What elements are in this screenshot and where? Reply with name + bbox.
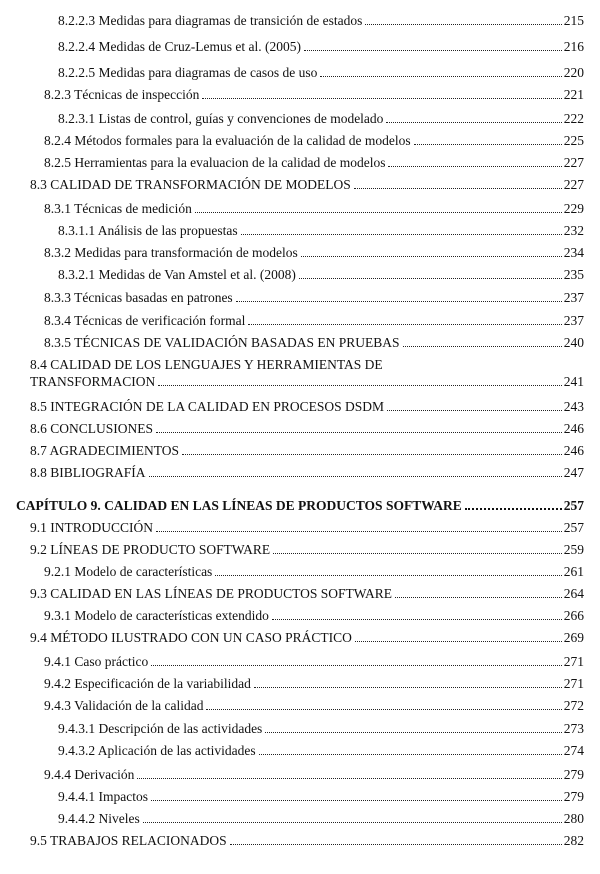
toc-entry	[30, 585, 584, 603]
dot-leader	[151, 800, 562, 801]
toc-entry	[30, 832, 584, 850]
toc-entry	[44, 607, 584, 625]
dot-leader	[273, 553, 562, 554]
dot-leader	[304, 50, 562, 51]
toc-entry-title: 9.4 MÉTODO ILUSTRADO CON UN CASO PRÁCTICO	[30, 630, 352, 645]
toc-entry-title: 9.5 TRABAJOS RELACIONADOS	[30, 833, 227, 848]
dot-leader	[151, 665, 562, 666]
dot-leader	[182, 454, 562, 455]
toc-entry-page: 279	[563, 789, 584, 804]
toc-entry	[30, 519, 584, 537]
toc-entry-title: 8.2.2.5 Medidas para diagramas de casos de uso	[58, 65, 318, 80]
toc-entry-wrapped	[30, 356, 584, 390]
toc-entry	[44, 312, 584, 330]
dot-leader	[156, 432, 562, 433]
dot-leader	[265, 732, 561, 733]
dot-leader	[259, 754, 562, 755]
toc-entry-title: 9.3.1 Modelo de características extendido	[44, 608, 269, 623]
dot-leader	[236, 301, 562, 302]
toc-entry-title-continued: TRANSFORMACION	[30, 374, 156, 389]
toc-chapter-heading	[16, 497, 584, 515]
dot-leader	[206, 709, 561, 710]
dot-leader	[301, 256, 562, 257]
dot-leader	[403, 346, 562, 347]
toc-entry-title: 9.2 LÍNEAS DE PRODUCTO SOFTWARE	[30, 542, 271, 557]
toc-entry-page: 266	[563, 608, 584, 623]
dot-leader	[355, 641, 562, 642]
toc-entry-title: 9.3 CALIDAD EN LAS LÍNEAS DE PRODUCTOS SOFTWARE	[30, 586, 393, 601]
toc-entry-page: 269	[563, 630, 584, 645]
toc-entry-page: 237	[563, 313, 584, 328]
toc-entry-page: 225	[563, 133, 584, 148]
toc-entry-title: 9.4.4 Derivación	[44, 767, 135, 782]
toc-entry-page: 261	[563, 564, 584, 579]
dot-leader	[365, 24, 561, 25]
dot-leader	[386, 122, 561, 123]
toc-entry-page: 216	[563, 39, 584, 54]
toc-entry-page: 232	[563, 223, 584, 238]
toc-entry-page: 234	[563, 245, 584, 260]
toc-entry-page: 241	[563, 374, 584, 389]
toc-entry-page: 215	[563, 13, 584, 28]
dot-leader	[149, 476, 562, 477]
toc-entry-title: 9.4.3 Validación de la calidad	[44, 698, 204, 713]
toc-entry	[44, 563, 584, 581]
toc-entry-title: 8.8 BIBLIOGRAFÍA	[30, 465, 146, 480]
toc-entry	[58, 222, 584, 240]
toc-entry-title: 8.5 INTEGRACIÓN DE LA CALIDAD EN PROCESOS DSDM	[30, 399, 385, 414]
toc-entry-page: 259	[563, 542, 584, 557]
toc-entry-title: 8.7 AGRADECIMIENTOS	[30, 443, 180, 458]
toc-entry	[30, 176, 584, 194]
toc-entry-title: 8.2.2.4 Medidas de Cruz-Lemus et al. (2005)	[58, 39, 301, 54]
toc-entry-page: 274	[563, 743, 584, 758]
toc-entry-page: 257	[563, 520, 584, 535]
toc-entry-page: 257	[563, 498, 584, 513]
toc-entry-title: 8.4 CALIDAD DE LOS LENGUAJES Y HERRAMIENTAS DE	[30, 357, 383, 372]
dot-leader	[137, 778, 561, 779]
dot-leader	[414, 144, 562, 145]
toc-entry	[58, 12, 584, 30]
dot-leader	[202, 98, 561, 99]
dot-leader	[248, 324, 561, 325]
toc-entry-title: 9.1 INTRODUCCIÓN	[30, 520, 153, 535]
toc-entry	[44, 200, 584, 218]
toc-entry	[58, 720, 584, 738]
dot-leader	[354, 188, 562, 189]
dot-leader	[156, 531, 562, 532]
dot-leader	[387, 410, 562, 411]
dot-leader	[195, 212, 562, 213]
toc-entry	[44, 653, 584, 671]
dot-leader	[395, 597, 562, 598]
toc-entry-title: 9.4.2 Especificación de la variabilidad	[44, 676, 251, 691]
toc-entry-page: 247	[563, 465, 584, 480]
dot-leader	[241, 234, 562, 235]
toc-entry-title: 8.3.1 Técnicas de medición	[44, 201, 192, 216]
toc-entry-page: 246	[563, 421, 584, 436]
toc-entry	[44, 86, 584, 104]
toc-entry	[44, 766, 584, 784]
toc-entry	[44, 675, 584, 693]
toc-entry-title: 9.4.3.1 Descripción de las actividades	[58, 721, 263, 736]
toc-entry-page: 279	[563, 767, 584, 782]
toc-entry-page: 227	[563, 155, 584, 170]
toc-entry-title: 8.2.5 Herramientas para la evaluacion de la calidad de modelos	[44, 155, 386, 170]
toc-entry-page: 220	[563, 65, 584, 80]
toc-entry-title: 9.4.3.2 Aplicación de las actividades	[58, 743, 256, 758]
toc-entry	[58, 38, 584, 56]
toc-entry	[30, 442, 584, 460]
toc-entry-title: 9.4.4.1 Impactos	[58, 789, 148, 804]
dot-leader	[272, 619, 562, 620]
toc-entry-title: 8.2.4 Métodos formales para la evaluación de la calidad de modelos	[44, 133, 411, 148]
toc-entry	[58, 810, 584, 828]
toc-entry	[58, 110, 584, 128]
toc-entry-title: 8.3 CALIDAD DE TRANSFORMACIÓN DE MODELOS	[30, 177, 351, 192]
toc-entry-title: 9.4.4.2 Niveles	[58, 811, 140, 826]
dot-leader	[254, 687, 562, 688]
dot-leader	[143, 822, 562, 823]
toc-entry	[44, 244, 584, 262]
dot-leader	[158, 385, 561, 386]
toc-entry-page: 222	[563, 111, 584, 126]
toc-entry-page: 282	[563, 833, 584, 848]
toc-entry-page: 273	[563, 721, 584, 736]
toc-entry	[58, 788, 584, 806]
toc-entry	[30, 629, 584, 647]
toc-entry	[44, 289, 584, 307]
toc-entry	[30, 420, 584, 438]
dot-leader	[215, 575, 561, 576]
dot-leader	[299, 278, 562, 279]
toc-entry-page: 227	[563, 177, 584, 192]
toc-entry-title: 8.2.3 Técnicas de inspección	[44, 87, 200, 102]
toc-entry-page: 271	[563, 654, 584, 669]
toc-entry-page: 235	[563, 267, 584, 282]
toc-entry-title: 8.6 CONCLUSIONES	[30, 421, 154, 436]
toc-entry-page: 272	[563, 698, 584, 713]
dot-leader	[320, 76, 561, 77]
dot-leader	[465, 508, 562, 510]
toc-entry-title: 9.2.1 Modelo de características	[44, 564, 213, 579]
toc-entry	[44, 132, 584, 150]
toc-entry-title: 8.3.3 Técnicas basadas en patrones	[44, 290, 233, 305]
dot-leader	[230, 844, 562, 845]
toc-entry	[44, 697, 584, 715]
toc-entry-title: 8.2.3.1 Listas de control, guías y convenciones de modelado	[58, 111, 384, 126]
toc-entry-page: 280	[563, 811, 584, 826]
toc-entry-page: 240	[563, 335, 584, 350]
toc-entry-page: 237	[563, 290, 584, 305]
toc-entry-title: 8.3.5 TÉCNICAS DE VALIDACIÓN BASADAS EN PRUEBAS	[44, 335, 400, 350]
toc-entry-title: 8.2.2.3 Medidas para diagramas de transición de estados	[58, 13, 363, 28]
toc-entry-title: 8.3.2 Medidas para transformación de modelos	[44, 245, 298, 260]
toc-entry-page: 246	[563, 443, 584, 458]
toc-entry-title: 8.3.4 Técnicas de verificación formal	[44, 313, 246, 328]
toc-entry-title: 8.3.2.1 Medidas de Van Amstel et al. (2008)	[58, 267, 296, 282]
toc-entry	[58, 266, 584, 284]
toc-entry-page: 221	[563, 87, 584, 102]
toc-entry	[58, 742, 584, 760]
toc-entry	[44, 154, 584, 172]
toc-entry-title: 9.4.1 Caso práctico	[44, 654, 149, 669]
toc-entry-title: CAPÍTULO 9. CALIDAD EN LAS LÍNEAS DE PRODUCTOS SOFTWARE	[16, 498, 462, 513]
toc-entry-page: 264	[563, 586, 584, 601]
toc-entry	[58, 64, 584, 82]
toc-entry	[30, 541, 584, 559]
dot-leader	[388, 166, 561, 167]
toc-entry-title: 8.3.1.1 Análisis de las propuestas	[58, 223, 238, 238]
toc-entry	[30, 464, 584, 482]
toc-entry-page: 243	[563, 399, 584, 414]
toc-entry-page: 229	[563, 201, 584, 216]
toc-entry	[30, 398, 584, 416]
toc-entry-page: 271	[563, 676, 584, 691]
toc-entry	[44, 334, 584, 352]
